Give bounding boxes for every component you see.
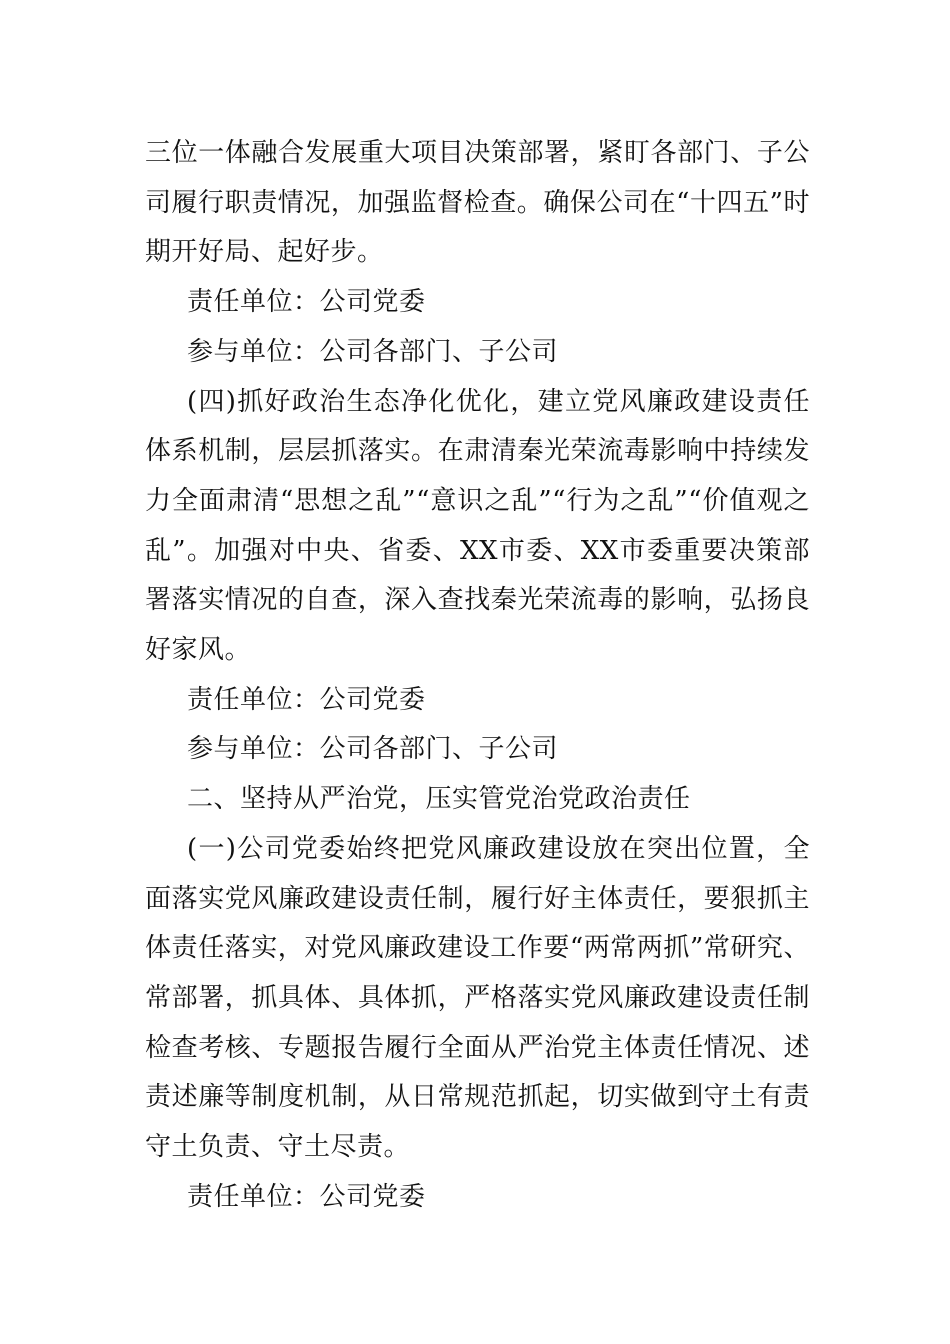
responsible-unit-line: 责任单位：公司党委 [187, 287, 426, 318]
paragraph-project-decision: 三位一体融合发展重大项目决策部署，紧盯各部门、子公司履行职责情况，加强监督检查。确保公司在“十四五”时期开好局、起好步。 [145, 138, 810, 268]
participating-unit-line: 参与单位：公司各部门、子公司 [187, 734, 559, 765]
participating-unit-line: 参与单位：公司各部门、子公司 [187, 336, 559, 367]
paragraph-item-four: (四)抓好政治生态净化优化，建立党风廉政建设责任体系机制，层层抓落实。在肃清秦光荣流毒影响中持续发力全面肃清“思想之乱”“意识之乱”“行为之乱”“价值观之乱”。加强对中央、省委、XX市委、XX市委重要决策部署落实情况的自查，深入查找秦光荣流毒的影响，弘扬良好家风。 [145, 386, 810, 666]
paragraph-item-one: (一)公司党委始终把党风廉政建设放在突出位置，全面落实党风廉政建设责任制，履行好主体责任，要狠抓主体责任落实，对党风廉政建设工作要“两常两抓”常研究、常部署，抓具体、具体抓，严格落实党风廉政建设责任制检查考核、专题报告履行全面从严治党主体责任情况、述责述廉等制度机制，从日常规范抓起，切实做到守土有责守土负责、守土尽责。 [145, 833, 810, 1163]
responsible-unit-line: 责任单位：公司党委 [187, 684, 426, 715]
section-heading-two: 二、坚持从严治党，压实管党治党政治责任 [187, 784, 691, 815]
document-body [145, 129, 810, 1222]
responsible-unit-line: 责任单位：公司党委 [187, 1181, 426, 1212]
